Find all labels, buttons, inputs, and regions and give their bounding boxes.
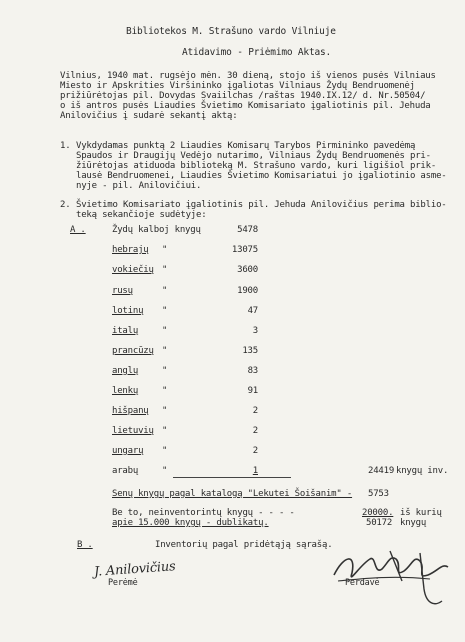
- ditto-mark: ": [162, 426, 168, 436]
- ditto-mark: ": [162, 265, 168, 275]
- language-label: vokiečių: [112, 265, 154, 275]
- intro-line: prižiūrėtojas pil. Dovydas Svaiilchas /raštas 1940.IX.12/ d. Nr.50504/: [60, 91, 426, 101]
- total-count: 24419: [368, 466, 395, 476]
- right-signature-label: Perdavė: [345, 578, 380, 588]
- non-inventory-count: 20000.: [362, 508, 394, 518]
- book-count: 1: [252, 466, 258, 476]
- book-count: 91: [247, 386, 258, 396]
- item-line: Spaudos ir Draugijų Vedėjo nutarimo, Vilniaus Žydų Bendruomenės pri-: [76, 151, 431, 161]
- language-label: hišpanų: [112, 406, 149, 416]
- book-count: 2: [252, 426, 258, 436]
- ditto-mark: ": [162, 386, 168, 396]
- ditto-mark: ": [162, 286, 168, 296]
- language-label: ungarų: [112, 446, 144, 456]
- item-line: teką sekančioje sudėtyje:: [76, 210, 207, 220]
- intro-line: Anilovičius į sudarė sekantį aktą:: [60, 111, 238, 121]
- intro-line: o iš antros pusės Liaudies Švietimo Komisariato įgaliotinis pil. Jehuda: [60, 101, 431, 111]
- item-line: Švietimo Komisariato įgaliotinis pil. Jehuda Anilovičius perima biblio-: [76, 200, 447, 210]
- non-inventory-label: iš kurių: [400, 508, 442, 518]
- total-rule: [173, 477, 291, 478]
- section-a-marker: A .: [70, 225, 86, 235]
- left-signature-label: Perėmė: [108, 578, 138, 588]
- non-inventory-line: apie 15.000 knygų - dublikatų.: [112, 518, 269, 528]
- language-label: lotinų: [112, 306, 144, 316]
- section-b-marker: B .: [77, 540, 93, 550]
- language-label: prancūzų: [112, 346, 154, 356]
- book-count: 3600: [237, 265, 258, 275]
- book-count: 13075: [231, 245, 258, 255]
- ditto-mark: ": [162, 466, 168, 476]
- book-count: 83: [247, 366, 258, 376]
- item-line: nyje - pil. Anilovičiui.: [76, 181, 202, 191]
- document-subtitle: Atidavimo - Priėmimo Aktas.: [182, 47, 332, 58]
- book-count: 3: [252, 326, 258, 336]
- ditto-mark: ": [162, 245, 168, 255]
- item-line: lausė Bendruomenei, Liaudies Švietimo Komisariatui jo įgaliotinio asme-: [76, 171, 447, 181]
- language-label: Žydų kalboj knygų: [112, 225, 201, 235]
- ditto-mark: ": [162, 306, 168, 316]
- language-label: lietuvių: [112, 426, 154, 436]
- book-count: 2: [252, 446, 258, 456]
- book-count: 47: [247, 306, 258, 316]
- grand-total: 50172: [366, 518, 393, 528]
- book-count: 135: [242, 346, 258, 356]
- language-label: hebrajų: [112, 245, 149, 255]
- ditto-mark: ": [162, 326, 168, 336]
- language-label: italų: [112, 326, 139, 336]
- item-number: 2.: [60, 200, 71, 210]
- ditto-mark: ": [162, 406, 168, 416]
- book-count: 2: [252, 406, 258, 416]
- intro-line: Miesto ir Apskrities Viršininko įgaliotas Vilniaus Žydų Bendruomenėj: [60, 81, 415, 91]
- section-b-text: Inventorių pagal pridėtąją sąrašą.: [155, 540, 333, 550]
- item-number: 1.: [60, 141, 71, 151]
- book-count: 5478: [237, 225, 258, 235]
- catalog-line: Senų knygų pagal katalogą "Lekutei Šoišanim" -: [112, 489, 353, 499]
- grand-total-label: knygų: [400, 518, 427, 528]
- language-label: arabų: [112, 466, 139, 476]
- item-line: žiūrėtojas atiduoda biblioteką M. Strašuno vardo, kuri ligišiol prik-: [76, 161, 437, 171]
- item-line: Vykdydamas punktą 2 Liaudies Komisarų Tarybos Pirmininko pavedėmą: [76, 141, 416, 151]
- book-count: 1900: [237, 286, 258, 296]
- ditto-mark: ": [162, 366, 168, 376]
- non-inventory-line: Be to, neinventorintų knygų - - - -: [112, 508, 295, 518]
- intro-line: Vilnius, 1940 mat. rugsėjo mėn. 30 dieną, stojo iš vienos pusės Vilniaus: [60, 71, 436, 81]
- left-signature: J. Anilovičius: [93, 559, 176, 580]
- language-label: lenkų: [112, 386, 139, 396]
- ditto-mark: ": [162, 446, 168, 456]
- document-title: Bibliotekos M. Strašuno vardo Vilniuje: [126, 26, 336, 37]
- catalog-count: 5753: [368, 489, 389, 499]
- total-label: knygų inv.: [396, 466, 449, 476]
- language-label: anglų: [112, 366, 139, 376]
- language-label: rusų: [112, 286, 133, 296]
- ditto-mark: ": [162, 346, 168, 356]
